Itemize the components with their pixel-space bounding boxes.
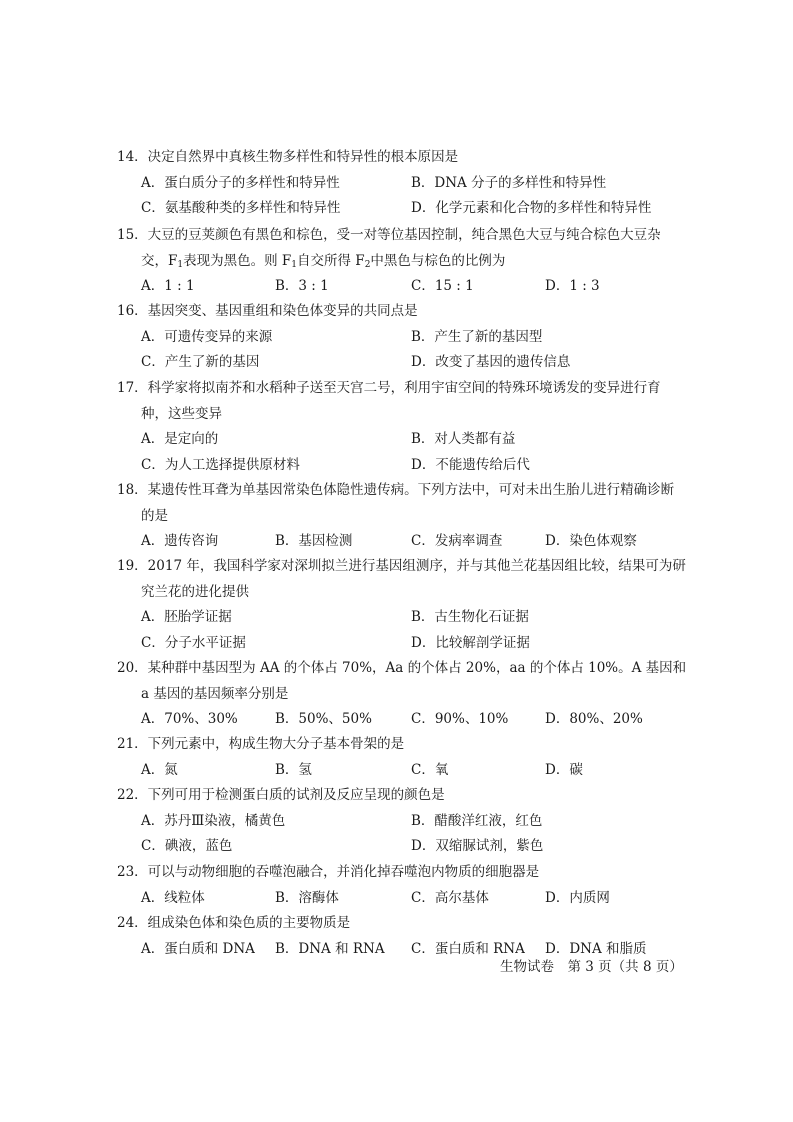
option-b: B．50%、50% <box>275 711 372 727</box>
option-row <box>117 631 687 657</box>
question-23 <box>117 860 687 911</box>
option-d: D．碳 <box>545 761 583 778</box>
question-stem: 21．下列元素中，构成生物大分子基本骨架的是 <box>117 736 405 752</box>
option-d: D．化学元素和化合物的多样性和特异性 <box>411 200 652 216</box>
question-stem: 16．基因突变、基因重组和染色体变异的共同点是 <box>117 303 418 319</box>
option-d: D．DNA 和脂质 <box>545 940 647 957</box>
option-c: C．产生了新的基因 <box>141 354 260 370</box>
question-stem: 24．组成染色体和染色质的主要物质是 <box>117 915 351 931</box>
option-d: D．1 : 3 <box>545 278 600 294</box>
option-c: C．为人工选择提供原材料 <box>141 456 300 473</box>
question-stem: 18．某遗传性耳聋为单基因常染色体隐性遗传病。下列方法中，可对未出生胎儿进行精确诊断 <box>117 482 675 498</box>
question-stem-continued: 种，这些变异 <box>141 405 222 422</box>
option-c: C．碘液，蓝色 <box>141 838 233 854</box>
question-stem: 22．下列可用于检测蛋白质的试剂及反应呈现的颜色是 <box>117 787 445 803</box>
option-a: A．遗传咨询 <box>141 533 219 549</box>
option-b: B．基因检测 <box>275 533 353 549</box>
option-a: A．70%、30% <box>141 711 238 727</box>
question-stem-continued: 交，$F_1$表现为黑色。则 $F_1$自交所得 $F_2$中黑色与棕色的比例为 <box>141 252 506 270</box>
question-19 <box>117 554 687 656</box>
option-c: C．90%、10% <box>411 711 509 727</box>
question-21 <box>117 732 687 783</box>
question-stem-continued: 究兰花的进化提供 <box>141 583 249 600</box>
option-d: D．改变了基因的遗传信息 <box>411 354 571 370</box>
option-a: A．蛋白质和 DNA <box>141 940 255 957</box>
option-b: B．产生了新的基因型 <box>411 328 543 345</box>
option-a: A．可遗传变异的来源 <box>141 328 273 345</box>
option-a: A．是定向的 <box>141 431 219 447</box>
option-a: A．苏丹Ⅲ染液，橘黄色 <box>141 812 286 829</box>
option-a: A．胚胎学证据 <box>141 609 232 625</box>
question-stem-continued: a 基因的基因频率分别是 <box>141 685 289 702</box>
option-d: D．不能遗传给后代 <box>411 456 530 473</box>
option-b: B．DNA 和 RNA <box>275 940 385 957</box>
option-a: A．氮 <box>141 761 178 778</box>
option-row <box>117 171 687 197</box>
option-row <box>117 427 687 453</box>
option-d: D．双缩脲试剂，紫色 <box>411 838 544 854</box>
option-row <box>117 809 687 835</box>
question-17 <box>117 376 687 478</box>
option-row <box>117 274 687 300</box>
option-b: B．古生物化石证据 <box>411 609 529 625</box>
option-row <box>117 325 687 351</box>
option-c: C．蛋白质和 RNA <box>411 940 525 957</box>
question-stem: 23．可以与动物细胞的吞噬泡融合，并消化掉吞噬泡内物质的细胞器是 <box>117 864 540 880</box>
question-stem-continued: 的是 <box>141 507 168 524</box>
question-22 <box>117 783 687 860</box>
question-stem: 19．2017 年，我国科学家对深圳拟兰进行基因组测序，并与其他兰花基因组比较，结果可为研 <box>117 558 686 574</box>
question-15 <box>117 223 687 300</box>
option-d: D．比较解剖学证据 <box>411 634 530 651</box>
option-d: D．内质网 <box>545 889 610 906</box>
option-c: C．分子水平证据 <box>141 634 246 651</box>
option-c: C．高尔基体 <box>411 889 489 906</box>
option-a: A．1 : 1 <box>141 278 195 294</box>
option-c: C．氧 <box>411 761 449 778</box>
option-row <box>117 758 687 784</box>
question-stem: 14．决定自然界中真核生物多样性和特异性的根本原因是 <box>117 149 459 165</box>
question-18 <box>117 478 687 555</box>
option-row <box>117 834 687 860</box>
question-20 <box>117 656 687 733</box>
option-b: B．氢 <box>275 761 312 778</box>
option-b: B．对人类都有益 <box>411 431 516 447</box>
option-a: A．蛋白质分子的多样性和特异性 <box>141 174 340 191</box>
question-stem: 17．科学家将拟南芥和水稻种子送至天宫二号，利用宇宙空间的特殊环境诱发的变异进行育 <box>117 380 661 396</box>
question-16 <box>117 299 687 376</box>
option-row <box>117 707 687 733</box>
option-b: B．DNA 分子的多样性和特异性 <box>411 174 607 191</box>
question-stem: 20．某种群中基因型为 AA 的个体占 70%，Aa 的个体占 20%，aa 的个体占 10%。A 基因和 <box>117 660 687 676</box>
option-c: C．氨基酸种类的多样性和特异性 <box>141 200 341 216</box>
option-row <box>117 886 687 912</box>
option-row <box>117 196 687 222</box>
option-d: D．染色体观察 <box>545 533 637 549</box>
question-stem: 15．大豆的豆荚颜色有黑色和棕色，受一对等位基因控制，纯合黑色大豆与纯合棕色大豆杂 <box>117 227 661 243</box>
option-b: B．3 : 1 <box>275 278 329 294</box>
option-row <box>117 529 687 555</box>
option-d: D．80%、20% <box>545 711 643 727</box>
option-row <box>117 350 687 376</box>
option-b: B．溶酶体 <box>275 889 339 906</box>
option-c: C．15 : 1 <box>411 278 474 294</box>
option-c: C．发病率调查 <box>411 533 503 549</box>
option-b: B．醋酸洋红液，红色 <box>411 812 543 829</box>
option-row <box>117 453 687 479</box>
page-footer: 生物试卷 第 3 页（共 8 页） <box>500 959 683 975</box>
question-14 <box>117 145 687 222</box>
option-a: A．线粒体 <box>141 889 205 906</box>
option-row <box>117 605 687 631</box>
